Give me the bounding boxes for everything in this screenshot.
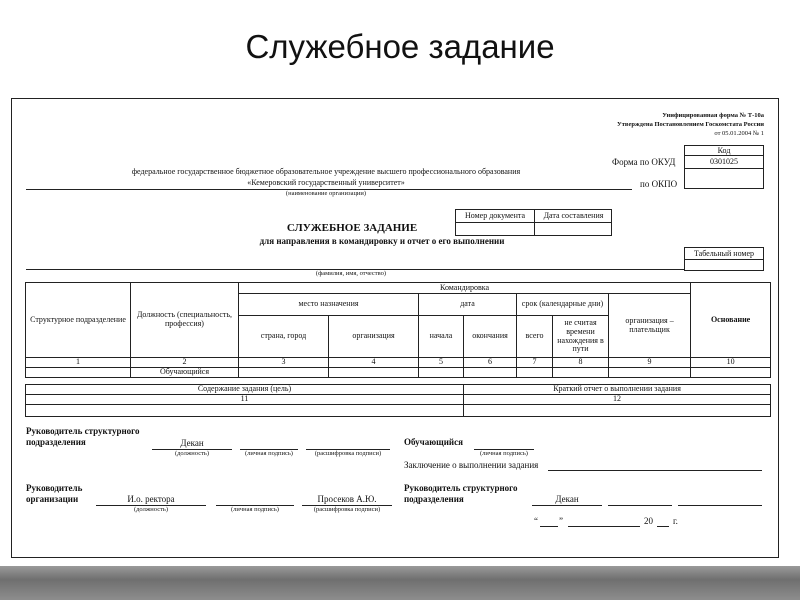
- student-sign-label: Обучающийся: [404, 437, 463, 447]
- doc-title: СЛУЖЕБНОЕ ЗАДАНИЕ: [286, 222, 418, 234]
- cap-position-2: (должность): [133, 506, 169, 513]
- conclusion-label: Заключение о выполнении задания: [404, 460, 539, 470]
- head-unit-label: Руководитель структурного подразделения: [26, 426, 140, 447]
- date-quote-open: “: [534, 516, 538, 526]
- trip-table: [25, 282, 771, 417]
- date-quote-close: ”: [559, 516, 563, 526]
- header-trip: Командировка: [239, 283, 691, 294]
- org-line-1: федеральное государственное бюджетное образовательное учреждение высшего профессионального образования: [131, 167, 521, 176]
- year-suffix: г.: [673, 516, 678, 526]
- tabel-box: [684, 247, 764, 271]
- code-header-cell: Код: [684, 145, 764, 156]
- form-document: [11, 98, 779, 558]
- header-basis: Основание: [691, 283, 771, 358]
- task-content-num: 11: [26, 395, 464, 405]
- org-line-2: «Кемеровский государственный университет»: [247, 178, 405, 187]
- cap-decoding-2: (расшифровка подписи): [313, 506, 381, 513]
- doc-number-date-box: [455, 209, 612, 236]
- doc-number-label: Номер документа: [464, 211, 525, 220]
- cap-decoding: (расшифровка подписи): [314, 450, 382, 457]
- okud-label: Форма по ОКУД: [612, 157, 676, 167]
- student-cell: Обучающийся: [131, 368, 239, 378]
- doc-subtitle: для направления в командировку и отчет о его выполнении: [259, 236, 505, 246]
- okud-cell: 0301025: [684, 155, 764, 169]
- col-num: 6: [464, 358, 517, 368]
- col-num: 3: [239, 358, 329, 368]
- header-end: окончания: [464, 316, 517, 358]
- task-report-num: 12: [464, 395, 771, 405]
- cap-signature: (личная подпись): [245, 450, 293, 457]
- header-date: дата: [419, 294, 517, 316]
- header-term: срок (календарные дни): [517, 294, 609, 316]
- head-org-label: Руководитель организации: [26, 483, 83, 504]
- col-num: 2: [131, 358, 239, 368]
- okpo-cell: [684, 168, 764, 189]
- header-position: Должность (специальность, профессия): [131, 283, 239, 358]
- head-unit-position: Декан: [180, 438, 204, 448]
- cap-position: (должность): [174, 450, 210, 457]
- doc-date-label: Дата составления: [543, 211, 604, 220]
- header-total: всего: [517, 316, 553, 358]
- head-unit-position-2: Декан: [555, 494, 579, 504]
- col-num: 8: [553, 358, 609, 368]
- col-num: 9: [609, 358, 691, 368]
- cap-signature-3: (личная подпись): [480, 450, 528, 457]
- header-org: организация: [329, 316, 419, 358]
- header-org-payer: организация – плательщик: [609, 294, 691, 358]
- okpo-label: по ОКПО: [640, 179, 678, 189]
- col-num: 1: [26, 358, 131, 368]
- slide-footer-bar: [0, 566, 800, 600]
- year-label: 20: [644, 516, 653, 526]
- task-report-header: Краткий отчет о выполнении задания: [464, 385, 771, 395]
- head-unit-label-2: Руководитель структурного подразделения: [404, 483, 518, 504]
- slide-title: Служебное задание: [245, 28, 555, 65]
- col-num: 4: [329, 358, 419, 368]
- unified-form-label: Унифицированная форма № Т-10а: [662, 112, 764, 119]
- header-unit: Структурное подразделение: [26, 283, 131, 358]
- header-excl: не считая времени нахождения в пути: [553, 316, 609, 358]
- rector-name: Просеков А.Ю.: [317, 494, 377, 504]
- approved-date: от 05.01.2004 № 1: [714, 130, 764, 137]
- col-num: 7: [517, 358, 553, 368]
- cap-signature-2: (личная подпись): [231, 506, 279, 513]
- approved-label: Утверждена Постановлением Госкомстата России: [616, 121, 764, 128]
- col-num: 5: [419, 358, 464, 368]
- fio-caption: (фамилия, имя, отчество): [315, 270, 387, 277]
- header-destination: место назначения: [239, 294, 419, 316]
- header-start: начала: [419, 316, 464, 358]
- col-num: 10: [691, 358, 771, 368]
- header-city: страна, город: [239, 316, 329, 358]
- tabel-label: Табельный номер: [693, 249, 755, 258]
- rector-position: И.о. ректора: [127, 494, 175, 504]
- task-content-header: Содержание задания (цель): [26, 385, 464, 395]
- org-caption: (наименование организации): [285, 190, 367, 197]
